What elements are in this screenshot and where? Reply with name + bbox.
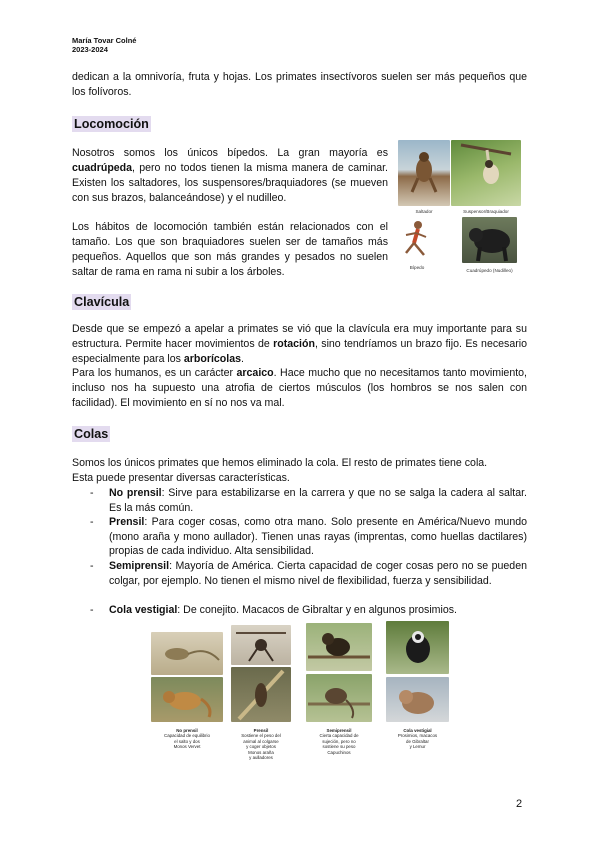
locomocion-paragraph-1: Nosotros somos los únicos bípedos. La gran mayoría es cuadrúpeda, pero no todos tienen la misma manera de caminar. Existen los saltadores, los suspensores/braquiadores (se mueven con sus brazos, balanceándose) y el nudilleo. xyxy=(72,147,388,204)
clavicula-paragraph-1: Desde que se empezó a apelar a primates se vió que la clavícula era muy importante para su estructura. Permite hacer movimientos de rotación, sino tendríamos un brazo fijo. Es necesario especialmente para los arborícolas. xyxy=(72,323,527,365)
intro-paragraph: dedican a la omnivoría, fruta y hojas. Los primates insectívoros suelen ser más pequeños que los folívoros. xyxy=(72,71,527,98)
heading-clavicula: Clavícula xyxy=(74,295,130,309)
saltador-photo xyxy=(398,140,450,206)
caption-prensil: Prensil Sostiene el peso del animal al colgarse y coger objetos Monos araña y aulladores xyxy=(241,728,281,761)
caption-no-prensil: No prensil Capacidad de equilibrio el salto y dos Monos Vervet xyxy=(164,728,210,750)
heading-colas: Colas xyxy=(74,427,109,441)
page-header xyxy=(72,36,136,54)
caption-saltador: Saltador xyxy=(415,209,433,214)
caption-bipedo: Bípedo xyxy=(409,265,425,270)
vestigial-photo-1 xyxy=(386,621,449,674)
heading-locomocion: Locomoción xyxy=(74,117,149,131)
caption-braquiador: Suspensor/Braquiador xyxy=(463,209,509,214)
locomocion-paragraph-2: Los hábitos de locomoción también están relacionados con el tamaño. Los que son braquiadores suelen ser de tamaños más pequeños. Aquellos que son más grandes y pesados no suelen saltar de rama en rama ni subir a los árboles. xyxy=(72,221,388,278)
vestigial-photo-2 xyxy=(386,677,449,722)
braquiador-photo xyxy=(451,140,521,206)
bipedo-photo xyxy=(398,217,436,261)
semiprensil-photo-2 xyxy=(306,674,372,722)
list-item-semiprensil: - Semiprensil: Mayoría de América. Cierta capacidad de coger cosas pero no se pueden colgar, por ejemplo. No tienen el mismo nivel de flexibilidad, fuerza y sensibilidad. xyxy=(90,560,527,587)
page-number: 2 xyxy=(516,798,523,810)
header-author: María Tovar Colné xyxy=(72,36,137,45)
list-item-no-prensil: - No prensil: Sirve para estabilizarse en la carrera y que no se salga la cadera al saltar. Es la más común. xyxy=(90,487,527,514)
colas-intro-2: Esta puede presentar diversas características. xyxy=(72,472,290,484)
colas-intro-1: Somos los únicos primates que hemos eliminado la cola. El resto de primates tiene cola. xyxy=(72,457,488,469)
list-item-cola-vestigial: - Cola vestigial: De conejito. Macacos de Gibraltar y en algunos prosimios. xyxy=(90,604,457,616)
caption-cola-vestigial: Cola vestigial Prosimios, macacos de Gibraltar y Lemur xyxy=(397,728,438,750)
prensil-photo-2 xyxy=(231,667,291,722)
no-prensil-photo-2 xyxy=(151,677,223,722)
header-year: 2023-2024 xyxy=(72,45,108,54)
clavicula-paragraph-2: Para los humanos, es un carácter arcaico. Hace mucho que no necesitamos tanto movimiento, incluso nos ha supuesto una atrofia de ciertos músculos (los hombros se nos salen con facilidad). El movimiento en sí no nos va mal. xyxy=(72,367,527,409)
caption-nudilleo: Cuadrúpedo (Nudilleo) xyxy=(466,268,513,273)
nudilleo-photo xyxy=(462,217,517,263)
semiprensil-photo-1 xyxy=(306,623,372,671)
prensil-photo-1 xyxy=(231,625,291,665)
list-item-prensil: - Prensil: Para coger cosas, como otra mano. Solo presente en América/Nuevo mundo (mono araña y mono aullador). Tienen unas rayas (imprentas, como huellas dactilares) propias de cada individuo. Alta sensibilidad. xyxy=(90,516,527,557)
caption-semiprensil: Semiprensil Cierta capacidad de sujeción, pero no sostiene su peso Capuchinos xyxy=(319,728,359,755)
no-prensil-photo-1 xyxy=(151,632,223,675)
